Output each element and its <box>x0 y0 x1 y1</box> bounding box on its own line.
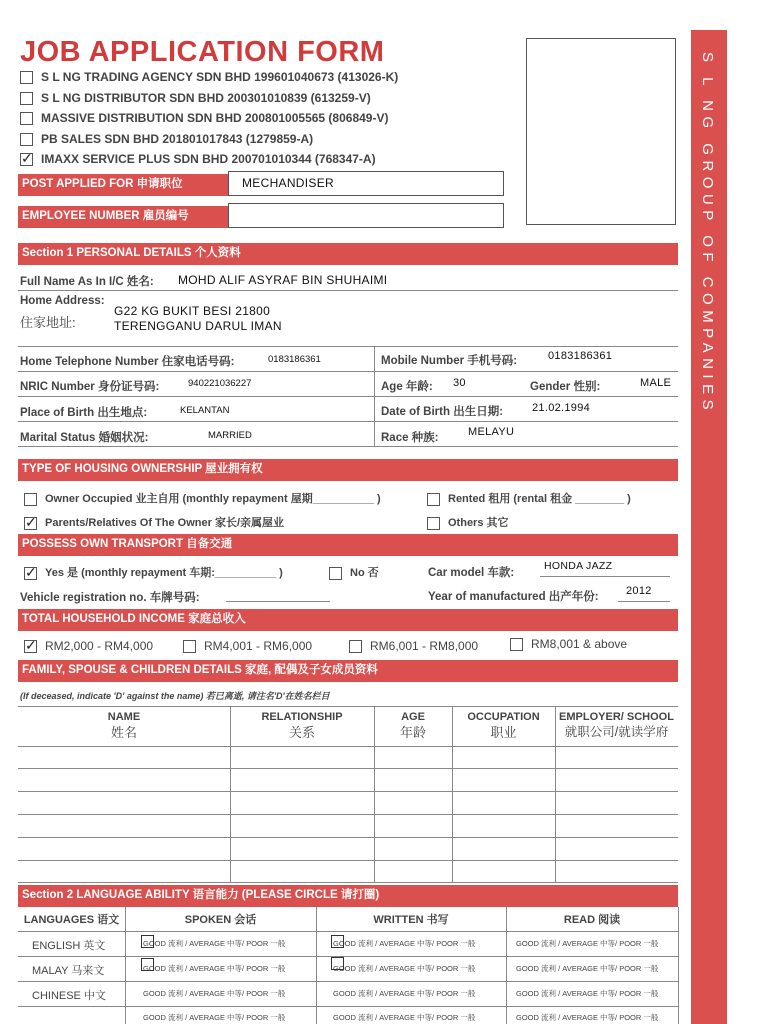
table-row[interactable] <box>18 791 678 792</box>
divider <box>18 371 678 372</box>
nric-value[interactable]: 940221036227 <box>188 378 252 389</box>
checkbox-checked[interactable] <box>20 153 33 166</box>
family-header: FAMILY, SPOUSE & CHILDREN DETAILS 家庭, 配偶及子女成员资料 <box>18 660 678 682</box>
col-header-age: AGE 年龄 <box>399 711 426 740</box>
divider <box>18 446 678 447</box>
company-option[interactable]: S L NG TRADING AGENCY SDN BHD 199601040673 (413026-K) <box>20 70 398 84</box>
form-title: JOB APPLICATION FORM <box>20 36 385 68</box>
address-label-cn: 住家地址: <box>20 315 76 330</box>
table-row[interactable] <box>18 860 678 861</box>
spoken-scale[interactable]: GOOD 流利 / AVERAGE 中等/ POOR 一般 <box>143 989 286 998</box>
gender-label: Gender 性别: <box>530 381 601 393</box>
housing-parents[interactable]: ✓Parents/Relatives Of The Owner 家长/亲属屋业 <box>24 514 284 530</box>
transport-header: POSSESS OWN TRANSPORT 自备交通 <box>18 534 678 556</box>
transport-no[interactable]: No 否 <box>329 564 379 580</box>
col-header-name: NAME 姓名 <box>107 711 141 740</box>
written-scale[interactable]: GOOD 流利 / AVERAGE 中等/ POOR 一般 <box>333 989 476 998</box>
spoken-scale[interactable]: GOOD 流利 / AVERAGE 中等/ POOR 一般 <box>143 939 286 948</box>
mobile-value[interactable]: 0183186361 <box>548 350 613 362</box>
age-label: Age 年龄: <box>381 381 433 393</box>
housing-rented[interactable]: Rented 租用 (rental 租金 ________ ) <box>427 490 631 506</box>
col-header-read: READ 阅读 <box>563 914 621 926</box>
checkbox[interactable] <box>349 640 362 653</box>
vehicle-reg-label: Vehicle registration no. 车牌号码: <box>20 592 200 604</box>
checkbox[interactable] <box>24 493 37 506</box>
gender-value[interactable]: MALE <box>640 377 672 389</box>
col-header-occupation: OCCUPATION 职业 <box>467 711 540 740</box>
year-manufactured-label: Year of manufactured 出产年份: <box>428 591 599 603</box>
spoken-scale[interactable]: GOOD 流利 / AVERAGE 中等/ POOR 一般 <box>143 1013 286 1022</box>
company-option[interactable]: S L NG DISTRIBUTOR SDN BHD 200301010839 (613259-V) <box>20 91 371 105</box>
post-applied-value: MECHANDISER <box>242 176 334 190</box>
place-of-birth-value[interactable]: KELANTAN <box>180 405 230 416</box>
read-scale[interactable]: GOOD 流利 / AVERAGE 中等/ POOR 一般 <box>516 1013 659 1022</box>
language-malay: MALAY 马来文 <box>32 965 105 977</box>
home-tel-label: Home Telephone Number 住家电话号码: <box>20 356 235 368</box>
income-option-2[interactable]: RM4,001 - RM6,000 <box>183 639 312 653</box>
table-border <box>18 931 678 932</box>
employee-number-field[interactable] <box>228 203 504 228</box>
language-chinese: CHINESE 中文 <box>32 990 106 1002</box>
col-header-languages: LANGUAGES 语文 <box>23 914 120 926</box>
housing-others[interactable]: Others 其它 <box>427 514 509 530</box>
post-applied-label: POST APPLIED FOR 申请职位 <box>18 174 228 196</box>
employee-number-label: EMPLOYEE NUMBER 雇员编号 <box>18 206 228 228</box>
income-option-3[interactable]: RM6,001 - RM8,000 <box>349 639 478 653</box>
checkbox[interactable] <box>183 640 196 653</box>
race-label: Race 种族: <box>381 432 439 444</box>
car-model-value[interactable]: HONDA JAZZ <box>544 560 613 572</box>
checkbox[interactable] <box>427 517 440 530</box>
divider <box>18 421 678 422</box>
table-row[interactable] <box>18 837 678 838</box>
nric-label: NRIC Number 身份证号码: <box>20 381 160 393</box>
full-name-label: Full Name As In I/C 姓名: <box>20 276 154 288</box>
company-option[interactable]: MASSIVE DISTRIBUTION SDN BHD 200801005565 (806849-V) <box>20 111 388 125</box>
checkbox[interactable] <box>510 638 523 651</box>
checkbox-checked[interactable] <box>24 567 37 580</box>
col-header-employer: EMPLOYER/ SCHOOL 就职公司/就读学府 <box>559 711 674 739</box>
transport-yes[interactable]: ✓Yes 是 (monthly repayment 车期:__________ ) <box>24 564 283 580</box>
checkbox-checked[interactable] <box>24 517 37 530</box>
col-header-relationship: RELATIONSHIP 关系 <box>261 711 343 740</box>
table-border <box>18 1006 678 1007</box>
col-header-written: WRITTEN 书写 <box>373 914 449 926</box>
housing-header: TYPE OF HOUSING OWNERSHIP 屋业拥有权 <box>18 459 678 481</box>
table-row[interactable] <box>18 814 678 815</box>
table-border <box>18 706 678 707</box>
company-option[interactable]: ✓IMAXX SERVICE PLUS SDN BHD 200701010344 (768347-A) <box>20 152 376 166</box>
col-header-spoken: SPOKEN 会话 <box>184 914 257 926</box>
read-scale[interactable]: GOOD 流利 / AVERAGE 中等/ POOR 一般 <box>516 964 659 973</box>
home-tel-value[interactable]: 0183186361 <box>268 354 321 365</box>
vehicle-reg-field[interactable] <box>226 601 330 602</box>
circle-mark-spoken-english <box>141 935 154 948</box>
table-row[interactable] <box>18 882 678 883</box>
race-value[interactable]: MELAYU <box>468 426 515 438</box>
marital-status-label: Marital Status 婚姻状况: <box>20 432 149 444</box>
checkbox-checked[interactable] <box>24 640 37 653</box>
address-line-1[interactable]: G22 KG BUKIT BESI 21800 <box>114 304 271 318</box>
checkbox[interactable] <box>20 71 33 84</box>
table-border <box>18 981 678 982</box>
underline <box>540 576 670 577</box>
underline <box>618 601 670 602</box>
age-value[interactable]: 30 <box>453 377 466 389</box>
table-row[interactable] <box>18 768 678 769</box>
year-manufactured-value[interactable]: 2012 <box>626 585 652 597</box>
date-of-birth-value[interactable]: 21.02.1994 <box>532 402 591 414</box>
circle-mark-written-malay <box>331 957 344 970</box>
mobile-label: Mobile Number 手机号码: <box>381 355 518 367</box>
marital-status-value[interactable]: MARRIED <box>208 430 252 441</box>
divider <box>18 290 678 291</box>
date-of-birth-label: Date of Birth 出生日期: <box>381 406 504 418</box>
circle-mark-spoken-malay <box>141 958 154 971</box>
place-of-birth-label: Place of Birth 出生地点: <box>20 407 148 419</box>
address-line-2[interactable]: TERENGGANU DARUL IMAN <box>114 319 282 333</box>
post-applied-field[interactable] <box>228 171 504 196</box>
divider <box>18 346 678 347</box>
company-option[interactable]: PB SALES SDN BHD 201801017843 (1279859-A) <box>20 132 313 146</box>
table-border <box>678 907 679 1024</box>
language-english: ENGLISH 英文 <box>32 940 106 952</box>
income-header: TOTAL HOUSEHOLD INCOME 家庭总收入 <box>18 609 678 631</box>
table-row[interactable] <box>18 746 678 747</box>
address-label-en: Home Address: <box>20 295 105 307</box>
read-scale[interactable]: GOOD 流利 / AVERAGE 中等/ POOR 一般 <box>516 939 659 948</box>
written-scale[interactable]: GOOD 流利 / AVERAGE 中等/ POOR 一般 <box>333 964 476 973</box>
income-option-4[interactable]: RM8,001 & above <box>510 637 627 651</box>
family-note: (If deceased, indicate 'D' against the name) 若已离逝, 请注名'D'在姓名栏目 <box>20 691 330 701</box>
sidebar-text: S L NG GROUP OF COMPANIES <box>699 52 716 416</box>
section1-header: Section 1 PERSONAL DETAILS 个人资料 <box>18 243 678 265</box>
divider <box>18 396 678 397</box>
spoken-scale[interactable]: GOOD 流利 / AVERAGE 中等/ POOR 一般 <box>143 964 286 973</box>
car-model-label: Car model 车款: <box>428 567 515 579</box>
checkbox[interactable] <box>427 493 440 506</box>
section2-header: Section 2 LANGUAGE ABILITY 语言能力 (PLEASE CIRCLE 请打圈) <box>18 885 678 907</box>
housing-owner-occupied[interactable]: Owner Occupied 业主自用 (monthly repayment 屋期__________ ) <box>24 490 381 506</box>
income-option-1[interactable]: ✓RM2,000 - RM4,000 <box>24 639 153 653</box>
full-name-value[interactable]: MOHD ALIF ASYRAF BIN SHUHAIMI <box>178 273 388 287</box>
written-scale[interactable]: GOOD 流利 / AVERAGE 中等/ POOR 一般 <box>333 939 476 948</box>
checkbox[interactable] <box>20 112 33 125</box>
read-scale[interactable]: GOOD 流利 / AVERAGE 中等/ POOR 一般 <box>516 989 659 998</box>
checkbox[interactable] <box>329 567 342 580</box>
table-border <box>18 956 678 957</box>
photo-box <box>526 38 676 225</box>
checkbox[interactable] <box>20 133 33 146</box>
written-scale[interactable]: GOOD 流利 / AVERAGE 中等/ POOR 一般 <box>333 1013 476 1022</box>
checkbox[interactable] <box>20 92 33 105</box>
circle-mark-written-english <box>331 935 344 948</box>
